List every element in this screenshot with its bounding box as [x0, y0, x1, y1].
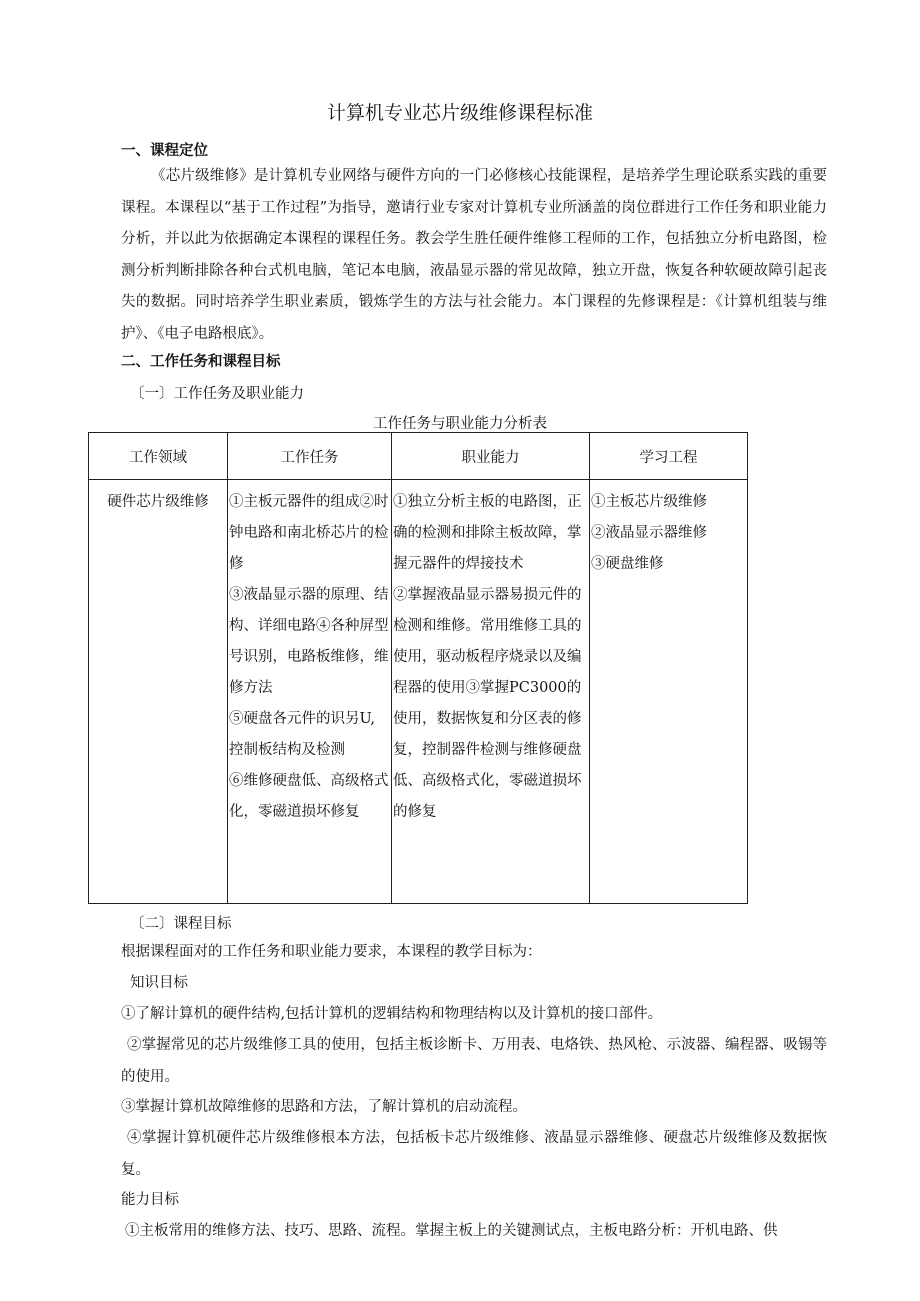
knowledge-goal-4: ④掌握计算机硬件芯片级维修根本方法，包括板卡芯片级维修、液晶显示器维修、硬盘芯片级维修及数据恢复。	[121, 1130, 827, 1178]
section-heading-course-positioning: 一、课程定位	[121, 143, 208, 159]
subsection-heading-course-goals: 〔二〕课程目标	[130, 916, 232, 932]
header-work-tasks: 工作任务	[228, 433, 392, 480]
cell-abilities: ①独立分析主板的电路图，正确的检测和排除主板故障，掌握元器件的焊接技术 ②掌握液晶显示器易损元件的检测和维修。常用维修工具的使用，驱动板程序烧录以及编程器的使用③掌握PC3000的使用，数据恢复和分区表的修复，控制器件检测与维修硬盘低、高级格式化，零磁道损坏的修复	[392, 480, 590, 904]
knowledge-goals-heading: 知识目标	[130, 975, 188, 991]
ability-goal-1: ①主板常用的维修方法、技巧、思路、流程。掌握主板上的关键测试点，主板电路分析：开机电路、供	[125, 1223, 778, 1239]
page-title: 计算机专业芯片级维修课程标准	[326, 102, 593, 124]
subsection-heading-tasks-abilities: 〔一〕工作任务及职业能力	[130, 386, 304, 402]
table-header-row	[89, 433, 748, 480]
header-learning-projects: 学习工程	[590, 433, 748, 480]
cell-learning-projects: ①主板芯片级维修 ②液晶显示器维修 ③硬盘维修	[590, 480, 748, 904]
goals-intro: 根据课程面对的工作任务和职业能力要求，本课程的教学目标为：	[121, 944, 542, 960]
knowledge-goal-3: ③掌握计算机故障维修的思路和方法，了解计算机的启动流程。	[121, 1099, 527, 1115]
knowledge-goal-2: ②掌握常见的芯片级维修工具的使用，包括主板诊断卡、万用表、电烙铁、热风枪、示波器、编程器、吸锡等的使用。	[121, 1037, 827, 1085]
header-abilities: 职业能力	[392, 433, 590, 480]
table-row	[89, 480, 748, 904]
ability-goals-heading: 能力目标	[121, 1192, 179, 1208]
header-work-domain: 工作领域	[89, 433, 228, 480]
table-caption: 工作任务与职业能力分析表	[373, 416, 547, 432]
knowledge-goal-1: ①了解计算机的硬件结构,包括计算机的逻辑结构和物理结构以及计算机的接口部件。	[121, 1006, 663, 1022]
cell-work-domain: 硬件芯片级维修	[89, 480, 228, 904]
cell-work-tasks: ①主板元器件的组成②时钟电路和南北桥芯片的检修 ③液晶显示器的原理、结构、详细电路④各种屏型号识别，电路板维修，维修方法 ⑤硬盘各元件的识另U,控制板结构及检测 ⑥维修硬盘低、高级格式化，零磁道损坏修复	[228, 480, 392, 904]
course-positioning-paragraph: 《芯片级维修》是计算机专业网络与硬件方向的一门必修核心技能课程，是培养学生理论联系实践的重要课程。本课程以“基于工作过程”为指导，邀请行业专家对计算机专业所涵盖的岗位群进行工作任务和职业能力分析，并以此为依据确定本课程的课程任务。教会学生胜任硬件维修工程师的工作，包括独立分析电路图，检测分析判断排除各种台式机电脑，笔记本电脑，液晶显示器的常见故障，独立开盘，恢复各种软硬故障引起丧失的数据。同时培养学生职业素质，锻炼学生的方法与社会能力。本门课程的先修课程是：《计算机组装与维护》、《电子电路根底》。	[121, 168, 827, 342]
section-heading-tasks-and-goals: 二、工作任务和课程目标	[121, 354, 281, 370]
analysis-table	[88, 432, 748, 904]
